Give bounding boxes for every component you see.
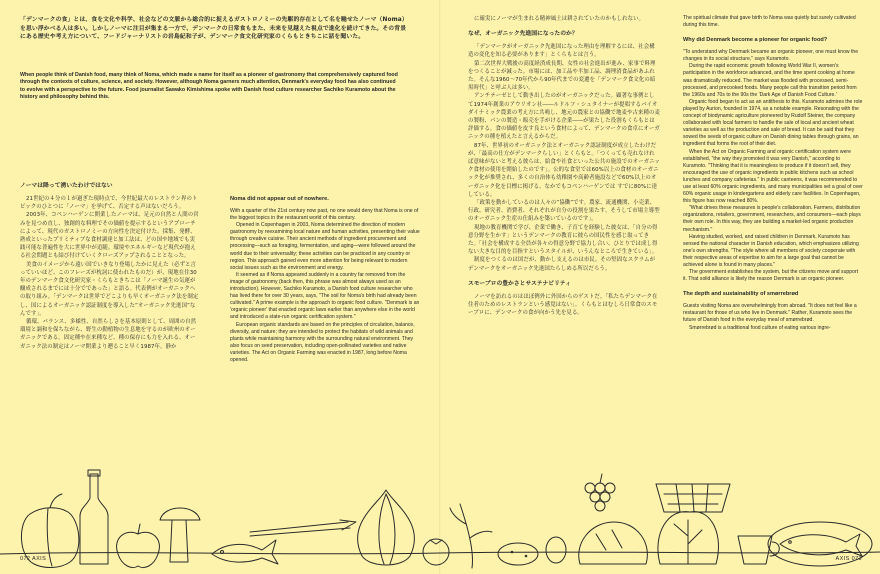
right-en-column bbox=[683, 15, 863, 407]
left-en-column bbox=[230, 195, 420, 407]
article-body-jp bbox=[468, 43, 660, 273]
paragraph: アンチテーゼとして動き出したのがオーガニックだった。顕著な事例として1974年創業のアウリオン社――ルドルフ・シュタイナーが提唱するバイオダイナミック農業の考え方に共鳴し、地元の農家との協働で地麦や古来種の麦の製粉、パンの製造・販売を手がける企業――が果たした役割もくらもとは評価する。食の価値を皮す良という食材によって、デンマークの食卓にオーガニックの種を植えたと言えるからだ。 bbox=[468, 93, 660, 141]
paragraph: "What drives these measures is people's collaboration. Farmers, distribution organizations, retailers, government, researchers, and consumers—each plays their own role. In this way, they are building a market-led organic production mechanism." bbox=[683, 205, 861, 233]
apple-icon bbox=[117, 524, 160, 568]
paragraph: Having studied, worked, and raised children in Denmark, Kuramoto has sensed the national character in Danish education, which emphasizes utilizing one's own strengths. "The style where all members of society cooperate with their respective areas of expertise to aim for a large goal that cannot be achieved alone is found in many places." bbox=[683, 233, 859, 268]
paragraph: 2003年、コペンハーゲンに開業したノーマは、足元の自然と人間の営みを見つめ直し、独創的な料理でその価値を提示するというアプローチによって、現代のガストロノミーの方向性を決定付けた。採集、発酵、熟成といったプリミティブな食材調達と加工法は、どの国や地域でも実践可能な普遍性を大に世界中が追随。環境やエネルギーなど現代が抱える社会問題とも結び付けていくクローズアップされることとなった。 bbox=[20, 212, 199, 260]
bread-icon bbox=[579, 522, 648, 564]
paragraph: "To understand why Denmark became an organic pioneer, one must know the changes in its social structure," says Kuramoto. bbox=[683, 49, 859, 63]
paragraph: With a quarter of the 21st century now past, no one would deny that Noma is one of the biggest topics in the restaurant world of this century. bbox=[230, 208, 419, 222]
bottle-icon bbox=[80, 470, 108, 564]
paragraph: The spiritual climate that gave birth to Noma was quietly but surely cultivated during this time. bbox=[683, 15, 856, 29]
paragraph: 「政策を動かしているのは人々の“協働”です。農家、流通機関、小売業、行政、研究者、消費者、それぞれが自分の役割を果たす。そうして市場主導型のオーガニック生産の仕組みを築いているのです」。 bbox=[468, 200, 660, 223]
article-body-jp bbox=[20, 195, 200, 351]
tomato-icon bbox=[423, 539, 449, 565]
basket-icon bbox=[656, 484, 730, 512]
section-heading: Noma did not appear out of nowhere. bbox=[230, 196, 329, 202]
herb-icon bbox=[450, 504, 492, 568]
section-heading: スモーブロの豊かさとサステナビリティ bbox=[468, 280, 571, 287]
section-heading: Why did Denmark become a pioneer for organic food? bbox=[683, 37, 828, 44]
paragraph: 「デンマークがオーガニック先進国になった理由を理解するには、社会構造の変化を知る必要があります」とくらもとは言う。 bbox=[468, 44, 655, 59]
lead-english: When people think of Danish food, many think of Noma, which made a name for itself as a pioneer of gastronomy that comprehensively captured food through the contexts of culture, science, and society. However, although Noma garners much attention, Denmark's everyday food has also continued to evolve with a perspective to the future. Food journalist Sawako Kimishima spoke with Danish food culture researcher Sachiko Kuramoto about the history and philosophy behind this. bbox=[20, 72, 398, 101]
paragraph: The government establishes the system, but the citizens move and support it. That solid alliance is likely the reason Denmark is an organic pioneer. bbox=[683, 269, 859, 283]
folio-right: AXIS 073 bbox=[835, 556, 862, 562]
folio-left: 072 AXIS bbox=[20, 556, 47, 562]
article-body-jp bbox=[468, 15, 660, 23]
paragraph: 美食のイメージから遠い国でいきなり登場したかに見えた（必ずと言っていいほど、このフレーズが枕詞に使われたものだ）が、現地在住30年のデンマーク食文化研究家・くらもときちこは「ノーマ誕生の気運が醸成されるまでには十分でであった」と語る。代表例がオーガニックへの取り組み。「デンマークは世界でどこよりも早くオーガニック法を制定し、国によるオーガニック認証制度を導入した”オーガニック先進国”なんです」。 bbox=[20, 261, 199, 317]
left-jp-column bbox=[20, 182, 200, 404]
paragraph: During the rapid economic growth following World War II, women's participation in the workforce advanced, and the time spent cooking at home was dramatically reduced. The market was flooded with processed, semi-processed, and precooked foods. Many people call this transition period from the 1960s and 70s to the 90s the 'Dark Age of Danish Food Culture.' bbox=[683, 63, 857, 98]
grape-icon bbox=[585, 474, 615, 511]
lead-japanese: 「デンマークの食」とは、食を文化や科学、社会などの文脈から総合的に捉えるガストロノミーの先駆的存在として名を馳せたノーマ（Noma）を思い浮かべる人は多い。しかしノーマに注目が集まる一方で、デンマークの日常食もまた、未来を見越えた視点で進化を続けてきた。その背景にある歴史や考え方について、フードジャーナリストの岩島紀和子が、デンマーク食文化研究家のくらもときちこに話を聞いた。 bbox=[20, 17, 408, 40]
section-heading: The depth and sustainability of smørrebrød bbox=[683, 291, 799, 298]
mushroom-icon bbox=[160, 508, 200, 562]
cup-icon bbox=[738, 536, 779, 564]
paragraph: Guests visiting Noma are overwhelmingly from abroad. "It does not feel like a restaurant for those of us who live in Denmark." Rather, Kuramoto sees the future of Danish food in the everyday meal of smørrebrød. bbox=[683, 303, 857, 324]
potato-icon bbox=[498, 543, 538, 565]
paragraph: 制度をつくるのは国だが、動かし支えるのは市民。その堅固なスクラムがデンマークをオーガニック先進国たらしめる所以だろう。 bbox=[468, 257, 656, 272]
paragraph: It seemed as if Noma appeared suddenly in a country far removed from the image of gastronomy (back then, this phrase was almost always used as an introduction). However, Sachiko Kuramoto, a Danish food culture researcher who has lived there for over 30 years, says, "The soil for Noma's birth had already been cultivated." A prime example is the approach to organic food culture. "Denmark is an 'organic pioneer' that enacted organic laws earlier than anywhere else in the world and introduced a state-run organic certification system." bbox=[230, 271, 420, 321]
paragraph: Organic food began to act as an antithesis to this. Kuramoto admires the role played by Aurion, founded in 1974, as a notable example. Resonating with the concept of biodynamic agriculture pioneered by Rudolf Steiner, the company collaborated with local farmers to handle the sale of local and ancient wheat varieties as well as the production and sale of bread. It can be said that they sowed the seeds of organic culture on Danish dining tables through grains, an ingredient that forms the root of their diet. bbox=[683, 98, 863, 148]
paragraph: European organic standards are based on the principles of circulation, balance, diversity, and nature; they are intended to protect the habitats of wild animals and plants while maintaining harmony with the surrounding natural environment. They also focus on seed preservation, including open-pollinated varieties and native varieties. The Act on Organic Farming was enacted in 1987, long before Noma opened. bbox=[230, 321, 415, 363]
paragraph: ノーマを訪れるのはほぼ例外に外国からのゲストだ。「私たちデンマーク在住者のためのレストランという感覚はない」。くらもとはむしろ日常食のスモーブロに、デンマークの食が向かう先を見る。 bbox=[468, 293, 658, 317]
right-jp-column bbox=[468, 15, 660, 407]
paragraph: 第二次世界大戦後の高度経済成長期、女性の社会進出が進み、家事で料理をつくることが減った。市場には、加工品や半加工品、調理済食品があふれた。そんな1960〜70年代から90年代までの変遷を「デンマーク食文化の暗黒時代」と呼ぶ人は多い。 bbox=[468, 60, 656, 92]
paragraph: When the Act on Organic Farming and organic certification system were established, "the way they promoted it was very Danish," according to Kuramoto. "Thinking that it is meaningless to produce if it doesn't sell, they encouraged the use of organic ingredients in public kitchens such as school lunches and company cafeterias." In public canteens, it was recommended to use at least 60% organic ingredients, and many municipalities set a goal of over 60% organic usage in kindergartens and elderly care facilities. In Copenhagen, this figure has now reached 80%. bbox=[683, 148, 863, 205]
paragraph: に確実にノーマが生まれる精神風土は耕されていたのかもしれない。 bbox=[474, 16, 645, 22]
article-body-jp bbox=[468, 293, 660, 318]
paragraph: 循環、バランス、多様性、自然らしさを基本原則として、周囲の自然環境と調和を保ちながら、野生の動植物の生息地を守るのが欧州のオーガニックである。固定種や在来種など、種の保存にも力を入れる。オーガニック法の制定はノーマ開業より遡ること早く1987年。静か bbox=[20, 319, 197, 350]
egg-icon bbox=[546, 537, 566, 563]
paragraph: 87年、世界初のオーガニック法とオーガニック認証制度が成立したわけだが、「最高の仕方がデンマークらしい」とくらもと。「つくっても売れなければ意味がないと考える彼らは、給食や社食といった公共の施設でのオーガニック食材の使用を開始したのです」。公的な食堂では60%以上の食材のオーガニック化が推奨され、多くの自治体も幼稚園や高齢者施設などで60%以上のオーガニック化を目標に掲げる。なかでもコペンハーゲンでは すでに80%に達している。 bbox=[468, 142, 660, 198]
paragraph: Smørrebrød is a traditional food culture of eating various ingre- bbox=[689, 324, 831, 331]
lettuce-icon bbox=[658, 512, 719, 564]
section-heading: ノーマは降って湧いたわけではない bbox=[20, 183, 113, 189]
paragraph: 21世紀の４分の１が過ぎた現時点で、今世紀最大のレストラン界のトピックのひとつに「ノーマ」を挙げて、否定する声はないだろう。 bbox=[20, 196, 198, 211]
paragraph: 現地の教育機関で学び、企業で働き、子育てを経験した彼女は、「自分の得意分野を生かす」というデンマークの教育に彼らの国民性を感じ取ってきた。「社会を構成する全員が各々の得意分野で協力し合い、ひとりでは成し得ない大きな目的を目指すというスタイルが、いうんなところで生きている」。 bbox=[468, 224, 658, 256]
asparagus-icon bbox=[250, 520, 356, 536]
food-illustration bbox=[0, 404, 880, 574]
section-heading: なぜ、オーガニック先進国になったのか？ bbox=[468, 31, 578, 38]
paragraph: Opened in Copenhagen in 2003, Noma determined the direction of modern gastronomy by reexamining local nature and human activities, presenting their value through creative cuisine. Their ancient methods of ingredient procurement and processing—such as foraging, fermentation, and aging—were followed around the world due to their universality; these activities can be practiced in any country or region. This approach gained even more attention for being relevant to modern social issues such as the environment and energy. bbox=[230, 222, 420, 271]
fish-icon bbox=[212, 540, 278, 564]
table-line bbox=[0, 552, 880, 554]
